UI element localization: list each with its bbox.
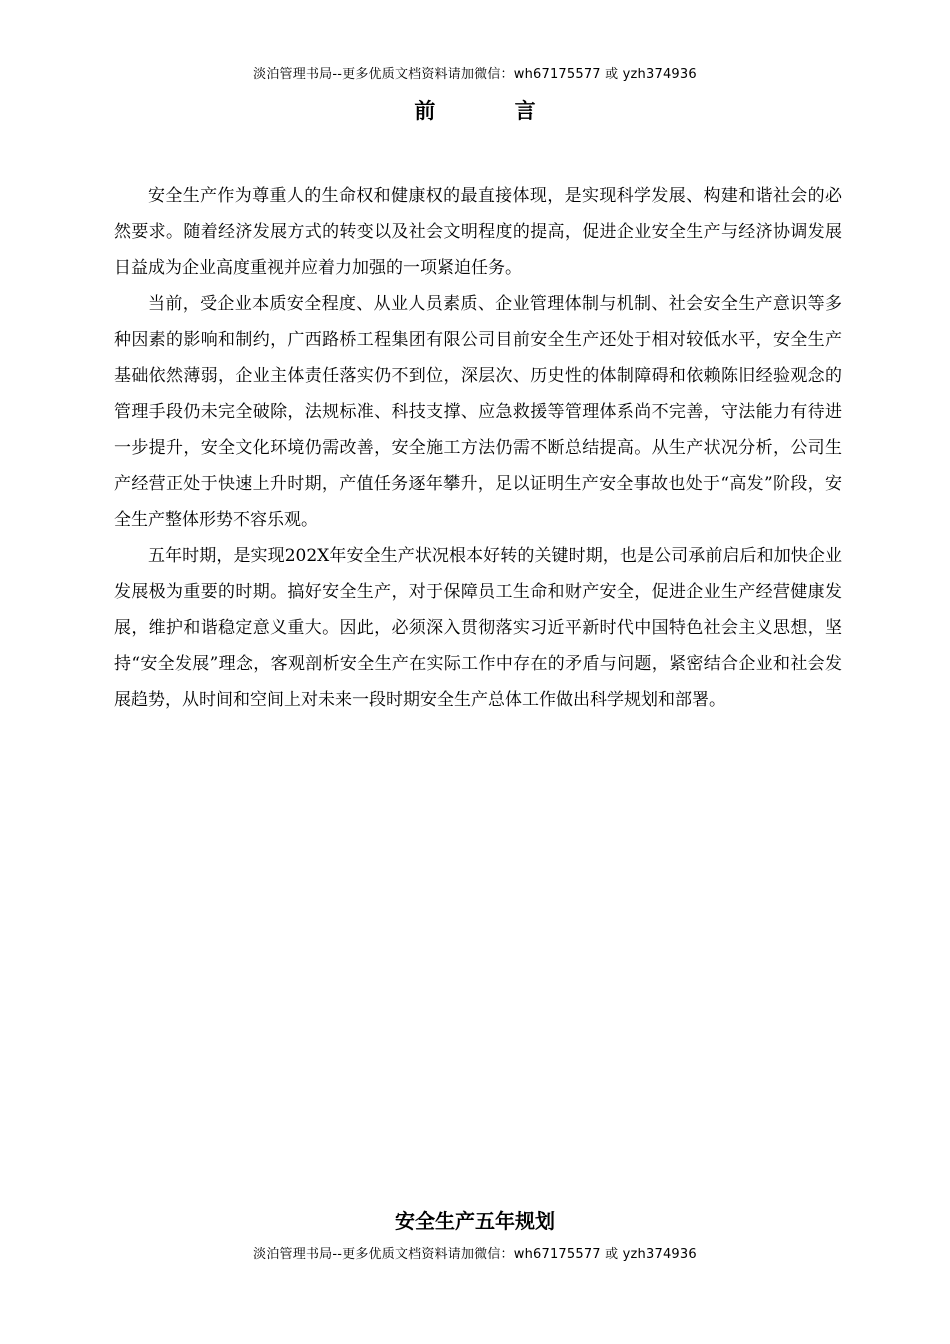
page-title: 前 言 (414, 99, 572, 123)
footer-watermark-note: 淡泊管理书局--更多优质文档资料请加微信：wh67175577 或 yzh374936 (253, 1247, 697, 1262)
header-watermark-note: 淡泊管理书局--更多优质文档资料请加微信：wh67175577 或 yzh374936 (253, 67, 697, 82)
document-body (114, 178, 842, 718)
footer-document-title: 安全生产五年规划 (395, 1209, 555, 1233)
paragraph-2: 当前，受企业本质安全程度、从业人员素质、企业管理体制与机制、社会安全生产意识等多种因素的影响和制约，广西路桥工程集团有限公司目前安全生产还处于相对较低水平，安全生产基础依然薄弱，企业主体责任落实仍不到位，深层次、历史性的体制障碍和依赖陈旧经验观念的管理手段仍未完全破除，法规标准、科技支撑、应急救援等管理体系尚不完善，守法能力有待进一步提升，安全文化环境仍需改善，安全施工方法仍需不断总结提高。从生产状况分析，公司生产经营正处于快速上升时期，产值任务逐年攀升，足以证明生产安全事故也处于“高发”阶段，安全生产整体形势不容乐观。 (114, 294, 842, 530)
paragraph-3: 五年时期，是实现202X年安全生产状况根本好转的关键时期，也是公司承前启后和加快企业发展极为重要的时期。搞好安全生产，对于保障员工生命和财产安全，促进企业生产经营健康发展，维护和谐稳定意义重大。因此，必须深入贯彻落实习近平新时代中国特色社会主义思想，坚持“安全发展”理念，客观剖析安全生产在实际工作中存在的矛盾与问题，紧密结合企业和社会发展趋势，从时间和空间上对未来一段时期安全生产总体工作做出科学规划和部署。 (114, 546, 842, 710)
paragraph-1: 安全生产作为尊重人的生命权和健康权的最直接体现，是实现科学发展、构建和谐社会的必然要求。随着经济发展方式的转变以及社会文明程度的提高，促进企业安全生产与经济协调发展日益成为企业高度重视并应着力加强的一项紧迫任务。 (114, 186, 842, 278)
